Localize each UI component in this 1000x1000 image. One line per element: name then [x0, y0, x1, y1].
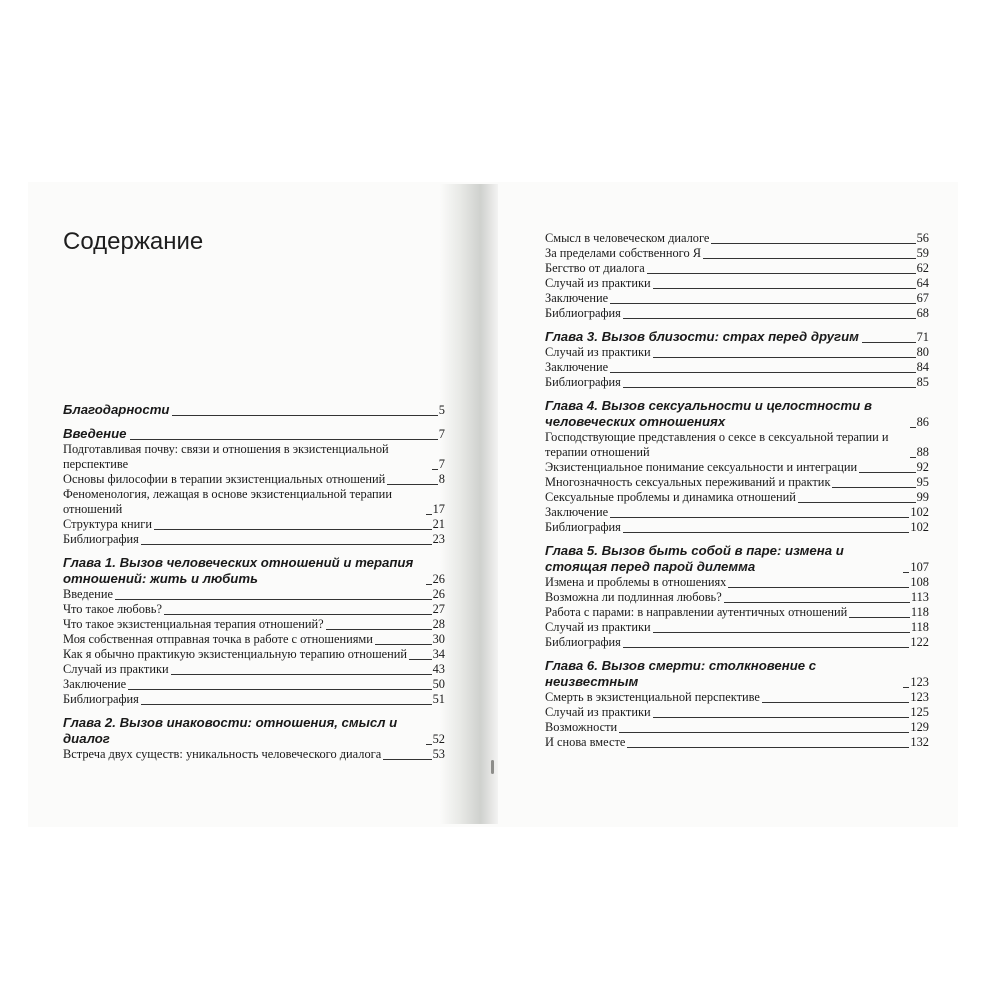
toc-entry — [63, 587, 445, 602]
toc-entry — [63, 532, 445, 547]
toc-chapter-title: Глава 4. Вызов сексуальности и целостности в человеческих отношениях — [545, 398, 872, 429]
toc-page-number: 8 — [438, 472, 445, 486]
toc-page-number: 95 — [916, 475, 929, 489]
toc-entry-title: И снова вместе — [545, 735, 626, 749]
toc-leader-line — [130, 439, 438, 440]
toc-page-number: 113 — [910, 590, 929, 604]
toc-page-number: 108 — [910, 575, 929, 589]
toc-entry — [545, 306, 929, 321]
toc-entry — [63, 632, 445, 647]
toc-entry-title: Случай из практики — [545, 276, 651, 290]
toc-page-number: 132 — [910, 735, 929, 749]
toc-entry — [63, 692, 445, 707]
toc-section — [63, 555, 445, 707]
toc-section — [63, 402, 445, 418]
toc-entry — [63, 487, 445, 517]
toc-section — [545, 658, 929, 750]
toc-page-number: 53 — [432, 747, 445, 761]
toc-leader-line — [128, 689, 431, 690]
toc-page-number: 51 — [432, 692, 445, 706]
toc-leader-line — [623, 532, 910, 533]
toc-page-number: 59 — [916, 246, 929, 260]
toc-entry — [63, 617, 445, 632]
toc-leader-line — [326, 629, 432, 630]
toc-entry-title: Случай из практики — [545, 705, 651, 719]
toc-entry — [63, 677, 445, 692]
toc-entry-title: Подготавливая почву: связи и отношения в экзистенциальной перспективе — [63, 442, 389, 471]
toc-chapter-heading — [545, 329, 929, 345]
book-gutter — [440, 184, 498, 824]
toc-entry — [545, 261, 929, 276]
toc-page-number: 118 — [910, 620, 929, 634]
toc-leader-line — [762, 702, 910, 703]
toc-entry — [545, 475, 929, 490]
toc-page-number: 68 — [916, 306, 929, 320]
toc-page-number: 30 — [432, 632, 445, 646]
toc-section — [545, 329, 929, 390]
toc-leader-line — [141, 544, 432, 545]
toc-page-number: 23 — [432, 532, 445, 546]
toc-leader-line — [164, 614, 432, 615]
toc-leader-line — [849, 617, 910, 618]
toc-entry — [545, 460, 929, 475]
toc-page-number: 84 — [916, 360, 929, 374]
toc-entry — [545, 246, 929, 261]
toc-entry — [545, 490, 929, 505]
toc-entry — [545, 520, 929, 535]
toc-entry — [545, 620, 929, 635]
toc-entry — [545, 735, 929, 750]
toc-chapter-heading — [63, 426, 445, 442]
toc-entry-title: Возможности — [545, 720, 618, 734]
toc-entry-title: Моя собственная отправная точка в работе с отношениями — [63, 632, 373, 646]
toc-page-number: 80 — [916, 345, 929, 359]
toc-leader-line — [409, 659, 432, 660]
toc-chapter-title: Глава 2. Вызов инаковости: отношения, смысл и диалог — [63, 715, 398, 746]
toc-entry-title: Как я обычно практикую экзистенциальную терапию отношений — [63, 647, 408, 661]
toc-entry-title: Феноменология, лежащая в основе экзистенциальной терапии отношений — [63, 487, 392, 516]
toc-leader-line — [154, 529, 432, 530]
toc-entry — [545, 276, 929, 291]
toc-section — [545, 231, 929, 321]
toc-entry — [545, 345, 929, 360]
toc-leader-line — [171, 674, 432, 675]
toc-chapter-title: Благодарности — [63, 402, 170, 417]
toc-entry — [63, 647, 445, 662]
toc-entry-title: Библиография — [545, 306, 621, 320]
page-title: Содержание — [63, 228, 204, 255]
toc-entry-title: Господствующие представления о сексе в сексуальной терапии и терапии отношений — [545, 430, 889, 459]
toc-page-number: 7 — [438, 427, 445, 441]
toc-page-number: 86 — [916, 415, 929, 429]
toc-page-number: 125 — [910, 705, 929, 719]
toc-page-number: 99 — [916, 490, 929, 504]
toc-page-number: 92 — [916, 460, 929, 474]
toc-page-number: 27 — [432, 602, 445, 616]
toc-page-number: 102 — [910, 520, 929, 534]
toc-page-number: 62 — [916, 261, 929, 275]
toc-entry — [545, 720, 929, 735]
toc-page-number: 88 — [916, 445, 929, 459]
toc-leader-line — [141, 704, 432, 705]
toc-entry — [545, 605, 929, 620]
toc-chapter-heading — [545, 398, 929, 430]
toc-leader-line — [610, 517, 909, 518]
toc-entry — [63, 747, 445, 762]
toc-chapter-heading — [63, 402, 445, 418]
toc-chapter-heading — [545, 658, 929, 690]
toc-leader-line — [115, 599, 432, 600]
toc-page-number: 123 — [910, 675, 929, 689]
toc-leader-line — [383, 759, 431, 760]
toc-entry-title: Измена и проблемы в отношениях — [545, 575, 727, 589]
toc-leader-line — [610, 303, 915, 304]
toc-entry-title: Заключение — [63, 677, 127, 691]
toc-entry-title: Структура книги — [63, 517, 152, 531]
toc-entry — [63, 517, 445, 532]
toc-leader-line — [647, 273, 916, 274]
toc-entry — [63, 662, 445, 677]
toc-leader-line — [619, 732, 909, 733]
toc-entry — [63, 442, 445, 472]
toc-leader-line — [610, 372, 915, 373]
toc-chapter-heading — [545, 543, 929, 575]
toc-page-number: 50 — [432, 677, 445, 691]
toc-page-number: 107 — [910, 560, 929, 574]
toc-page-number: 102 — [910, 505, 929, 519]
toc-entry — [545, 690, 929, 705]
toc-entry-title: Что такое экзистенциальная терапия отношений? — [63, 617, 324, 631]
toc-leader-line — [832, 487, 915, 488]
toc-entry — [545, 375, 929, 390]
toc-entry — [545, 360, 929, 375]
toc-section — [545, 398, 929, 535]
toc-leader-line — [623, 647, 910, 648]
toc-chapter-title: Глава 3. Вызов близости: страх перед другим — [545, 329, 859, 344]
toc-entry-title: Возможна ли подлинная любовь? — [545, 590, 722, 604]
toc-leader-line — [623, 387, 916, 388]
toc-leader-line — [653, 357, 916, 358]
toc-entry-title: Работа с парами: в направлении аутентичных отношений — [545, 605, 848, 619]
toc-leader-line — [703, 258, 916, 259]
toc-entry-title: Библиография — [63, 532, 139, 546]
toc-page-number: 26 — [432, 587, 445, 601]
toc-entry-title: Библиография — [545, 375, 621, 389]
toc-entry — [545, 430, 929, 460]
toc-section — [545, 543, 929, 650]
toc-section — [63, 715, 445, 762]
toc-entry-title: Случай из практики — [63, 662, 169, 676]
toc-leader-line — [728, 587, 909, 588]
toc-entry — [545, 505, 929, 520]
toc-page-number: 43 — [432, 662, 445, 676]
toc-chapter-heading — [63, 555, 445, 587]
toc-page-number: 64 — [916, 276, 929, 290]
toc-entry — [545, 231, 929, 246]
toc-entry-title: Экзистенциальное понимание сексуальности и интеграции — [545, 460, 858, 474]
toc-leader-line — [627, 747, 909, 748]
toc-chapter-title: Глава 5. Вызов быть собой в паре: измена и стоящая перед парой дилемма — [545, 543, 844, 574]
toc-leader-line — [375, 644, 432, 645]
toc-page-number: 28 — [432, 617, 445, 631]
toc-entry-title: Многозначность сексуальных переживаний и практик — [545, 475, 831, 489]
toc-entry-title: Сексуальные проблемы и динамика отношений — [545, 490, 796, 504]
toc-leader-line — [623, 318, 916, 319]
toc-entry-title: Смысл в человеческом диалоге — [545, 231, 710, 245]
toc-page-number: 52 — [432, 732, 445, 746]
toc-left-page — [63, 398, 445, 770]
toc-leader-line — [711, 243, 915, 244]
toc-page-number: 129 — [910, 720, 929, 734]
gutter-mark — [491, 760, 494, 774]
toc-entry — [545, 705, 929, 720]
toc-entry — [63, 602, 445, 617]
toc-section — [63, 426, 445, 547]
toc-entry — [545, 291, 929, 306]
toc-entry-title: Заключение — [545, 291, 609, 305]
toc-page-number: 118 — [910, 605, 929, 619]
toc-entry — [545, 575, 929, 590]
toc-leader-line — [387, 484, 438, 485]
toc-entry-title: Введение — [63, 587, 113, 601]
toc-page-number: 5 — [438, 403, 445, 417]
toc-entry-title: Заключение — [545, 505, 609, 519]
toc-page-number: 85 — [916, 375, 929, 389]
toc-entry-title: Случай из практики — [545, 345, 651, 359]
toc-entry-title: Бегство от диалога — [545, 261, 645, 275]
toc-entry-title: Встреча двух существ: уникальность человеческого диалога — [63, 747, 382, 761]
toc-entry — [545, 635, 929, 650]
toc-leader-line — [653, 717, 910, 718]
toc-entry-title: За пределами собственного Я — [545, 246, 702, 260]
toc-chapter-title: Введение — [63, 426, 127, 441]
toc-leader-line — [859, 472, 915, 473]
toc-leader-line — [798, 502, 916, 503]
toc-entry-title: Библиография — [545, 520, 621, 534]
toc-leader-line — [653, 632, 910, 633]
toc-leader-line — [653, 288, 916, 289]
toc-entry-title: Смерть в экзистенциальной перспективе — [545, 690, 760, 704]
toc-page-number: 71 — [916, 330, 929, 344]
toc-leader-line — [862, 342, 916, 343]
toc-leader-line — [172, 415, 437, 416]
toc-chapter-title: Глава 6. Вызов смерти: столкновение с неизвестным — [545, 658, 817, 689]
toc-page-number: 67 — [916, 291, 929, 305]
toc-right-page — [545, 231, 929, 758]
toc-page-number: 7 — [438, 457, 445, 471]
toc-chapter-title: Глава 1. Вызов человеческих отношений и терапия отношений: жить и любить — [63, 555, 414, 586]
toc-entry — [63, 472, 445, 487]
toc-entry-title: Что такое любовь? — [63, 602, 162, 616]
toc-chapter-heading — [63, 715, 445, 747]
toc-entry-title: Заключение — [545, 360, 609, 374]
toc-page-number: 56 — [916, 231, 929, 245]
toc-page-number: 17 — [432, 502, 445, 516]
toc-leader-line — [724, 602, 910, 603]
toc-entry — [545, 590, 929, 605]
toc-entry-title: Библиография — [545, 635, 621, 649]
toc-page-number: 21 — [432, 517, 445, 531]
toc-page-number: 26 — [432, 572, 445, 586]
toc-entry-title: Основы философии в терапии экзистенциальных отношений — [63, 472, 386, 486]
toc-entry-title: Библиография — [63, 692, 139, 706]
toc-page-number: 123 — [910, 690, 929, 704]
toc-page-number: 122 — [910, 635, 929, 649]
toc-page-number: 34 — [432, 647, 445, 661]
toc-entry-title: Случай из практики — [545, 620, 651, 634]
